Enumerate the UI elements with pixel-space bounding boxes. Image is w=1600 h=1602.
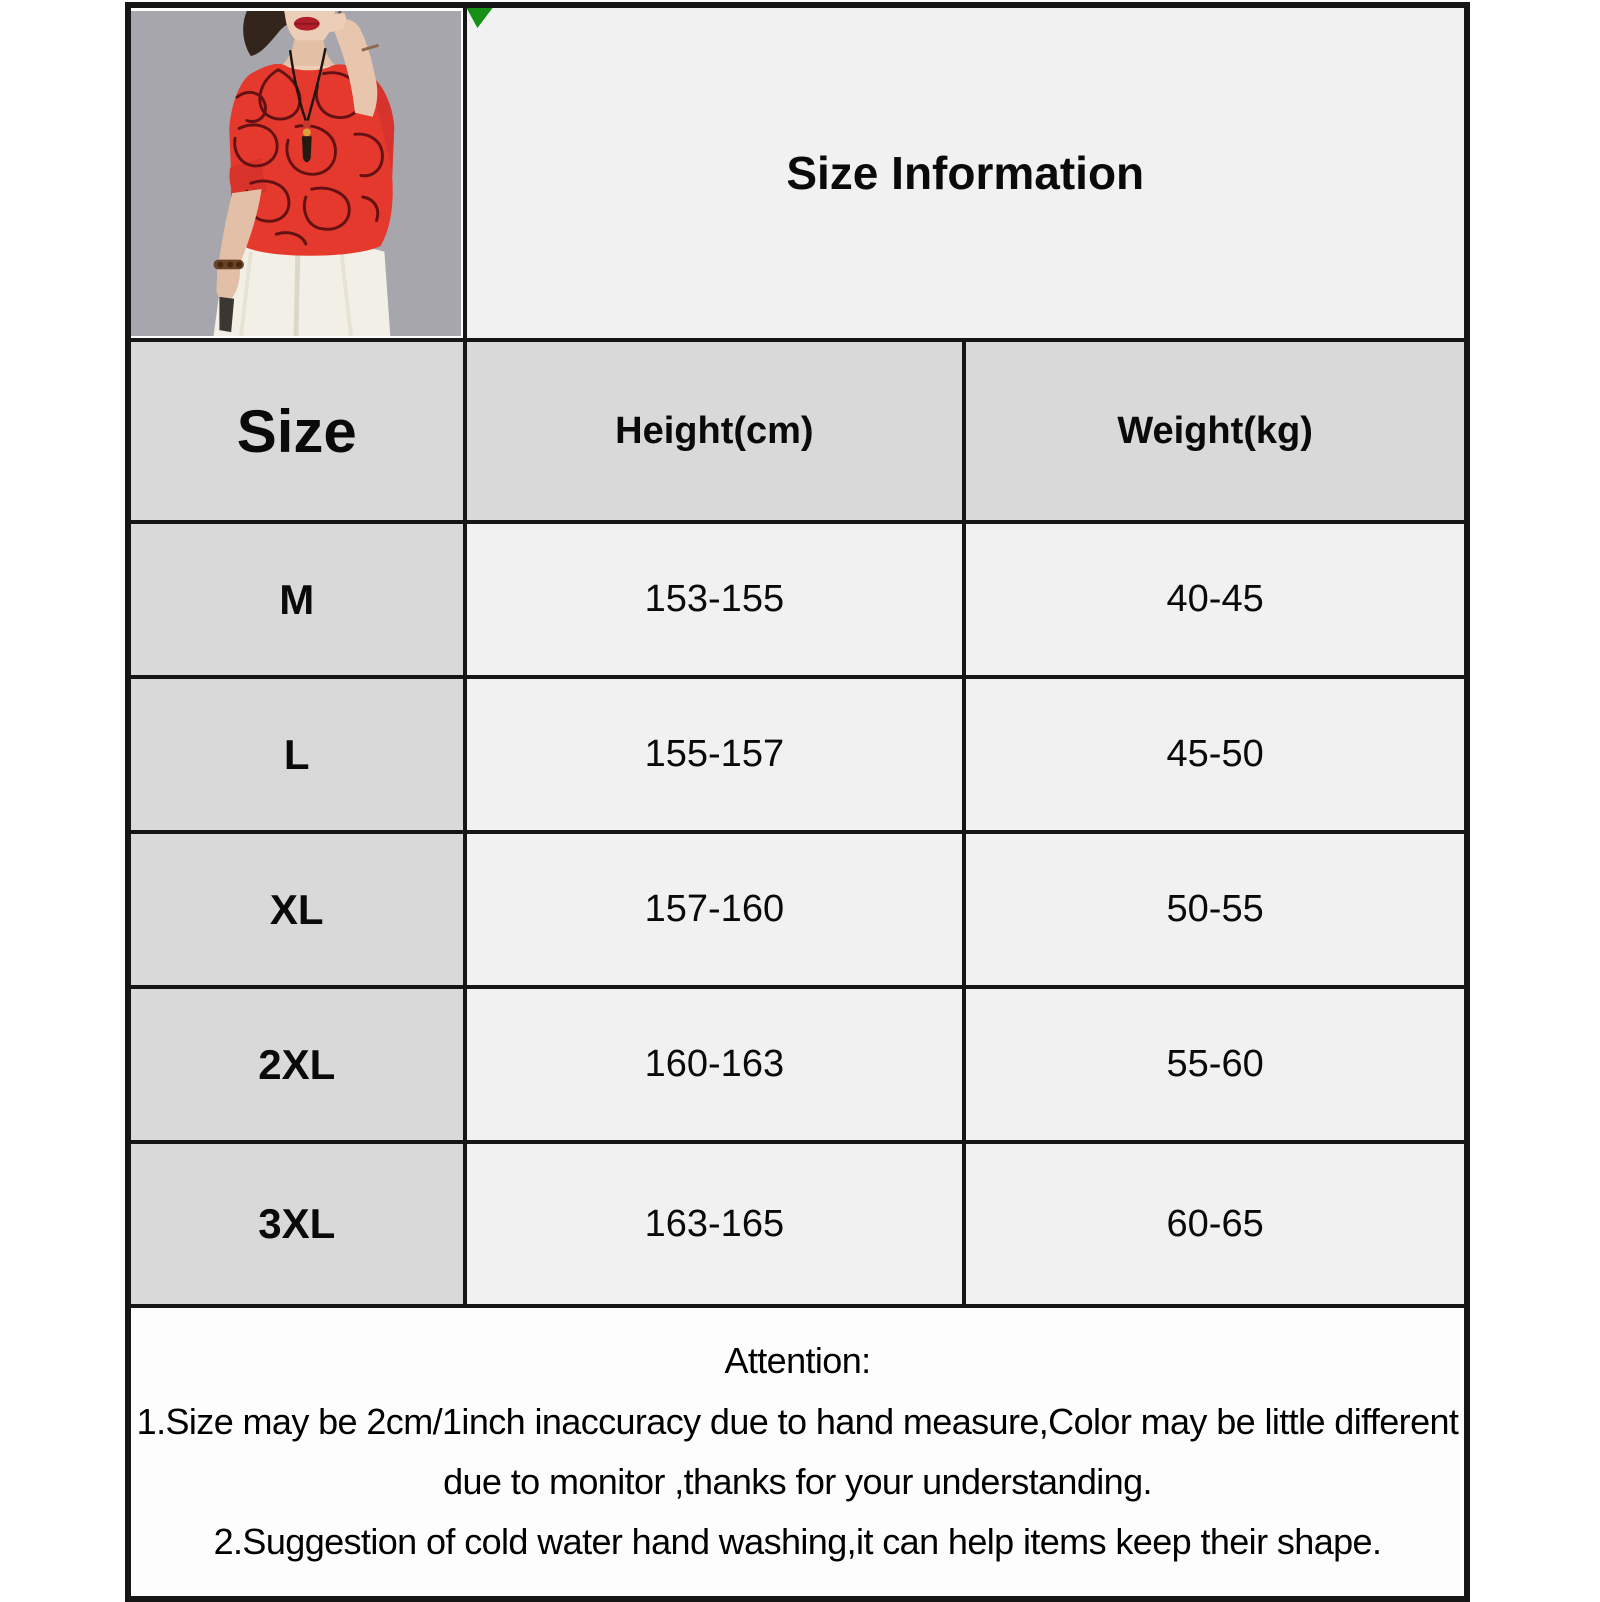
table-row-l xyxy=(128,677,1467,832)
size-label: 2XL xyxy=(128,987,465,1142)
weight-value: 40-45 xyxy=(964,522,1467,677)
size-information-table xyxy=(125,2,1470,1602)
size-label: L xyxy=(128,677,465,832)
height-value: 157-160 xyxy=(465,832,965,987)
attention-row xyxy=(128,1306,1467,1599)
weight-value: 50-55 xyxy=(964,832,1467,987)
size-chart-sheet xyxy=(125,2,1470,1602)
product-photo xyxy=(131,11,461,336)
weight-value: 45-50 xyxy=(964,677,1467,832)
size-label: 3XL xyxy=(128,1142,465,1306)
attention-cell xyxy=(128,1306,1467,1599)
table-row-3xl xyxy=(128,1142,1467,1306)
size-information-title-cell xyxy=(465,5,1468,340)
height-value: 153-155 xyxy=(465,522,965,677)
attention-title: Attention: xyxy=(724,1340,871,1382)
weight-value: 55-60 xyxy=(964,987,1467,1142)
attention-note-2: 2.Suggestion of cold water hand washing,it can help items keep their shape. xyxy=(213,1521,1382,1563)
height-value: 163-165 xyxy=(465,1142,965,1306)
table-row-2xl xyxy=(128,987,1467,1142)
table-row-xl xyxy=(128,832,1467,987)
attention-note-1: 1.Size may be 2cm/1inch inaccuracy due to hand measure,Color may be little different due to monitor ,thanks for your understanding. xyxy=(136,1400,1459,1502)
page-title: Size Information xyxy=(786,147,1145,199)
column-header-height: Height(cm) xyxy=(465,340,965,522)
cell-flag-triangle-icon xyxy=(467,8,493,28)
column-header-size: Size xyxy=(128,340,465,522)
column-header-row xyxy=(128,340,1467,522)
weight-value: 60-65 xyxy=(964,1142,1467,1306)
height-value: 155-157 xyxy=(465,677,965,832)
column-header-weight: Weight(kg) xyxy=(964,340,1467,522)
size-label: XL xyxy=(128,832,465,987)
height-value: 160-163 xyxy=(465,987,965,1142)
size-label: M xyxy=(128,522,465,677)
table-row-m xyxy=(128,522,1467,677)
title-row xyxy=(128,5,1467,340)
product-photo-cell xyxy=(128,5,465,340)
